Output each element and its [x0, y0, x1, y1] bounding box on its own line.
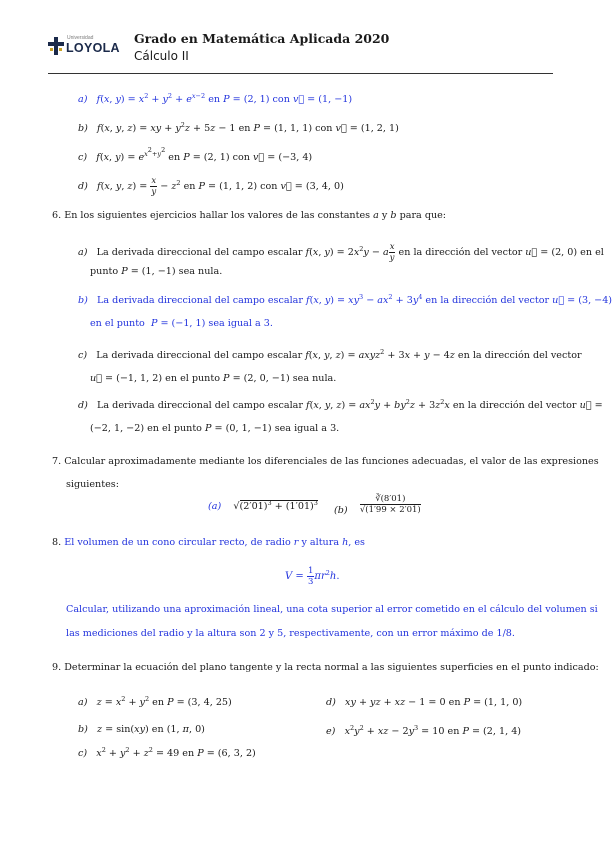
logo-text: LOYOLA — [66, 41, 120, 55]
ex5-item-b: b) f(x, y, z) = xy + $y^2z + 5z - 1$ en P = (1, 1, 1) con v⃗ = (1, 2, 1) — [78, 121, 399, 134]
university-logo — [48, 33, 124, 59]
ex6-item-d-line2: (−2, 1, −2) en el punto P = (0, 1, −1) sea igual a 3. — [90, 423, 340, 434]
ex9-item-c: c) $x^2 + y^2 + z^2 = 49$ en P = (6, 3, 2) — [78, 746, 256, 759]
ex6-intro: 6. En los siguientes ejercicios hallar los valores de las constantes a y b para que: — [52, 210, 447, 221]
ex5-item-c: c) f(x, $y) = e^{x^2+y^2}$ en P = (2, 1) con v⃗ = (−3, 4) — [78, 146, 313, 163]
ex7-text-line2: siguientes: — [66, 479, 119, 490]
ex5-item-d: d) f(x, y, z) = $\frac{x}{y}$ − $z^2$ en P = (1, 1, 2) con v⃗ = (3, 4, 0) — [78, 176, 344, 197]
course-subtitle: Cálculo II — [134, 49, 189, 63]
ex9-item-a: a) $z = x^2 + y^2$ en P = (3, 4, 25) — [78, 695, 232, 708]
ex5-item-a: a) f(x, $y) = x^2 + y^2 + e^{x-2}$ en P = (2, 1) con v⃗ = (1, −1) — [78, 92, 353, 105]
header-divider — [48, 73, 553, 74]
ex9-item-e: e) $x^2y^2$ + xz − $2y^3 = 10$ en P = (2, 1, 4) — [326, 724, 522, 737]
ex6-item-b-line1: b) La derivada direccional del campo escalar f(x, $y) = xy^3 - ax^2 + 3y^4$ en la dirección del vector u⃗ = (3, −4) — [78, 293, 612, 306]
ex6-item-a-line2: punto P = (1, −1) sea nula. — [90, 266, 223, 277]
ex7-expression-b: (b) $\frac{∛(8'01)}{√(1'99 \times 2'01)}$ — [334, 494, 421, 516]
ex7-text-line1: 7. Calcular aproximadamente mediante los diferenciales de las funciones adecuadas, el valor de las expresiones — [52, 456, 599, 467]
ex6-item-a-line1: a) La derivada direccional del campo escalar f(x, $y) = 2x^2y - a$ $\frac{x}{y}$ en la dirección del vector u⃗ = (2, 0) en el — [78, 242, 604, 263]
ex9-item-d: d) xy + yz + xz − 1 = 0 en P = (1, 1, 0) — [326, 697, 523, 708]
ex6-item-c-line2: u⃗ = (−1, 1, 2) en el punto P = (2, 0, −1) sea nula. — [90, 373, 337, 384]
logo-cross-icon — [48, 37, 64, 55]
ex7-expression-a: (a) $√(2'01)^3 + (1'01)^3$ — [208, 499, 318, 512]
ex8-text-line3: las mediciones del radio y la altura son 2 y 5, respectivamente, con un error máximo de 1/8. — [66, 628, 515, 639]
ex8-text-line1: 8. El volumen de un cono circular recto, de radio r y altura h, es — [52, 537, 365, 548]
ex8-text-line2: Calcular, utilizando una aproximación lineal, una cota superior al error cometido en el cálculo del volumen si — [66, 604, 598, 615]
course-title: Grado en Matemática Aplicada 2020 — [134, 31, 390, 46]
ex6-item-c-line1: c) La derivada direccional del campo escalar f(x, y, z) = axyz$^2$ + 3x + y − 4z en la dirección del vector — [78, 348, 582, 361]
ex6-item-d-line1: d) La derivada direccional del campo escalar f(x, y, $z) = ax^2y + by^2z + 3z^2x$ en la dirección del vector u⃗ = — [78, 398, 603, 411]
ex9-item-b: b) z = sin(xy) en (1, π, 0) — [78, 724, 205, 735]
ex9-intro: 9. Determinar la ecuación del plano tangente y la recta normal a las siguientes superficies en el punto indicado: — [52, 662, 599, 673]
logo-small-text: Universidad — [67, 35, 94, 41]
ex6-item-b-line2: en el punto P = (−1, 1) sea igual a 3. — [90, 318, 273, 329]
ex8-formula: V = $\frac{1}{3}$ $\pi r^2h$. — [285, 566, 340, 587]
